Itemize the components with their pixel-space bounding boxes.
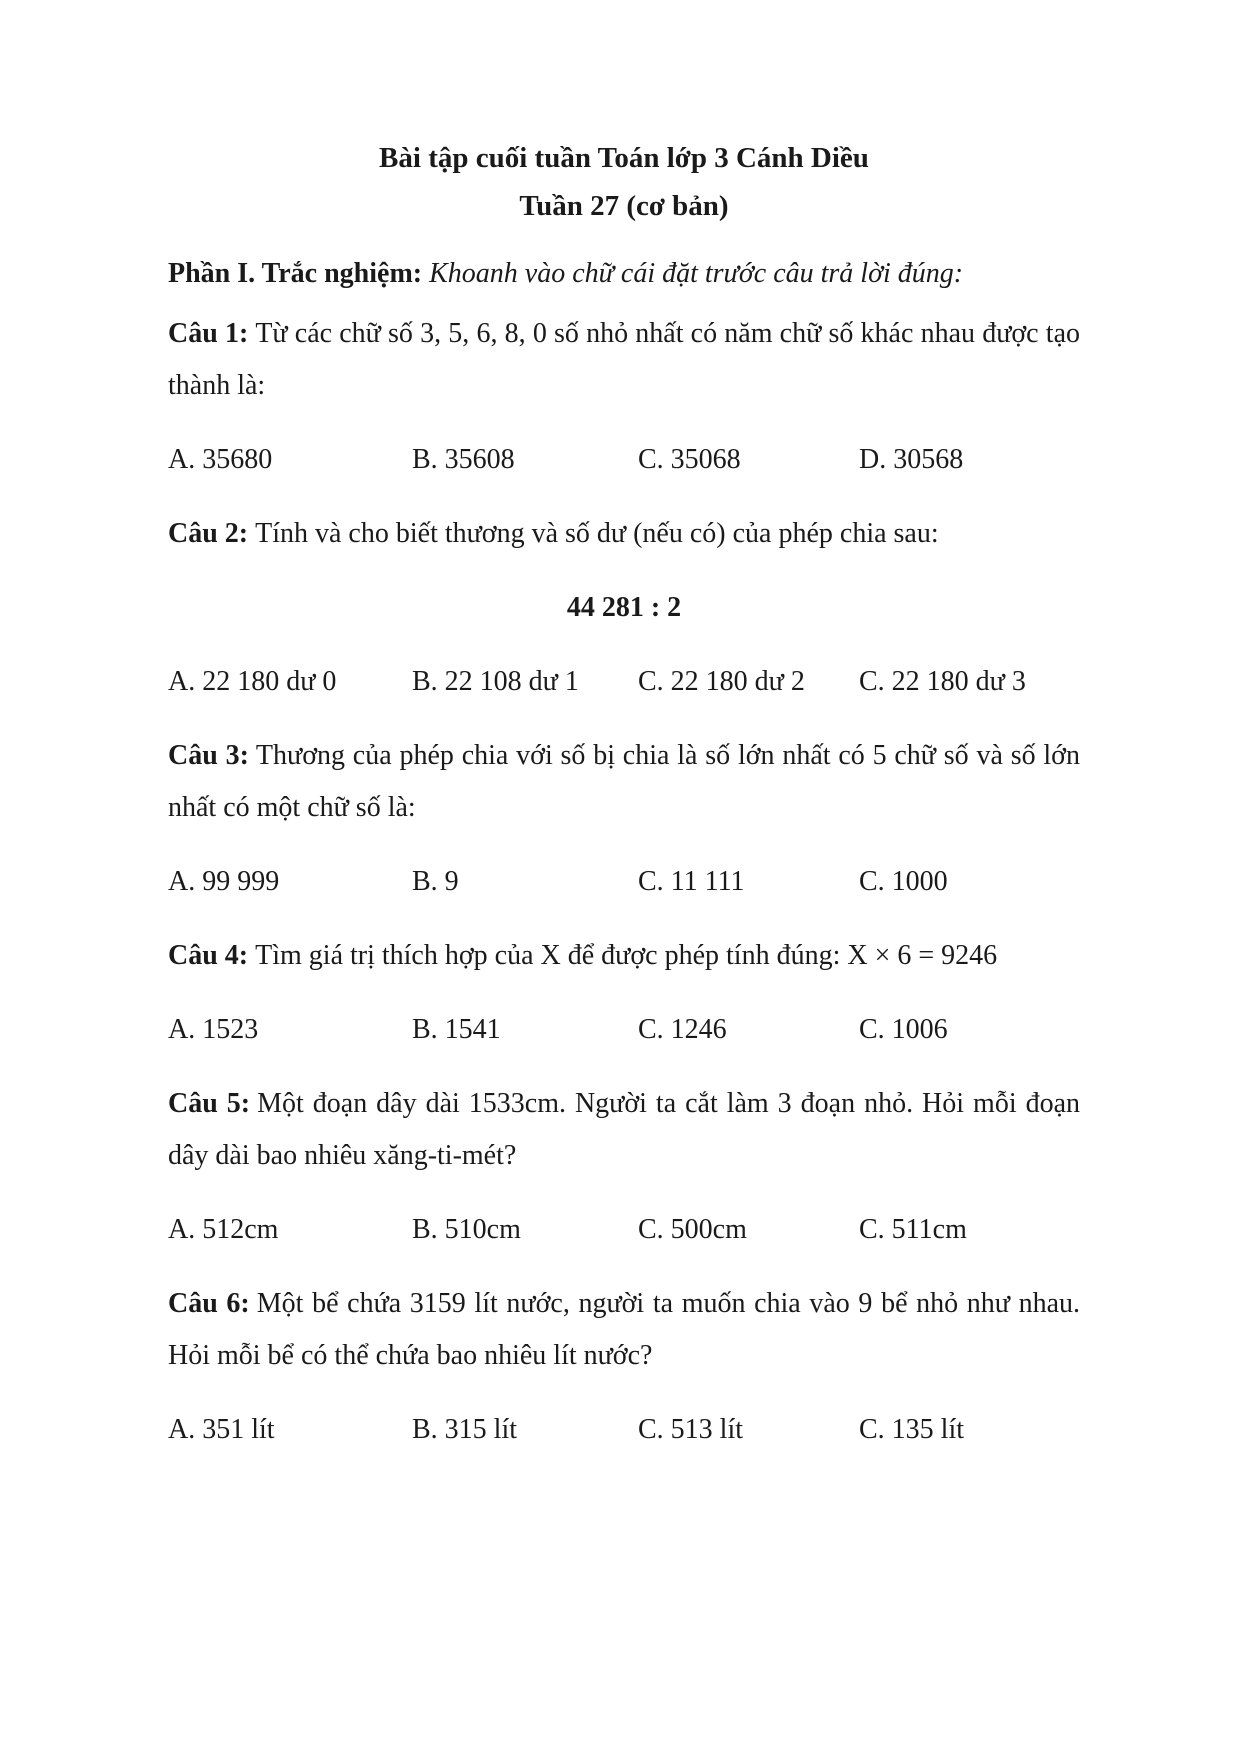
answer-option: B. 510cm [412, 1214, 521, 1245]
options-row [168, 1004, 1080, 1056]
section-heading [168, 248, 1080, 300]
answer-option: C. 511cm [859, 1214, 967, 1245]
answer-option: B. 35608 [412, 444, 515, 475]
question-text [168, 508, 1080, 560]
answer-option: C. 11 111 [638, 866, 745, 897]
question-label: Câu 1: [168, 318, 249, 349]
question-block [168, 930, 1080, 1056]
answer-option: C. 500cm [638, 1214, 747, 1245]
question-label: Câu 4: [168, 940, 249, 971]
answer-option: A. 35680 [168, 444, 273, 475]
answer-option: C. 1000 [859, 866, 948, 897]
answer-option: C. 22 180 dư 2 [638, 666, 805, 697]
answer-option: B. 315 lít [412, 1414, 518, 1445]
question-body: Tính và cho biết thương và số dư (nếu có) của phép chia sau: [255, 518, 939, 549]
answer-option: C. 22 180 dư 3 [859, 666, 1026, 697]
question-block [168, 308, 1080, 486]
answer-option: A. 99 999 [168, 866, 280, 897]
question-block [168, 1278, 1080, 1456]
question-body: Một bể chứa 3159 lít nước, người ta muốn chia vào 9 bể nhỏ như nhau. Hỏi mỗi bể có thể chứa bao nhiêu lít nước? [168, 1288, 1080, 1371]
question-text [168, 730, 1080, 834]
question-label: Câu 6: [168, 1288, 250, 1319]
worksheet-content [168, 136, 1080, 1456]
question-block [168, 508, 1080, 708]
question-label: Câu 5: [168, 1088, 251, 1119]
answer-option: A. 1523 [168, 1014, 259, 1045]
question-list [168, 308, 1080, 1456]
section-instruction: Khoanh vào chữ cái đặt trước câu trả lời đúng: [429, 258, 964, 289]
answer-option: C. 1006 [859, 1014, 948, 1045]
options-row [168, 434, 1080, 486]
section-label: Phần I. Trắc nghiệm: [168, 258, 423, 289]
question-body: Từ các chữ số 3, 5, 6, 8, 0 số nhỏ nhất có năm chữ số khác nhau được tạo thành là: [168, 318, 1081, 401]
answer-option: B. 22 108 dư 1 [412, 666, 579, 697]
options-row [168, 1204, 1080, 1256]
answer-option: C. 1246 [638, 1014, 727, 1045]
question-body: Thương của phép chia với số bị chia là số lớn nhất có 5 chữ số và số lớn nhất có một chữ số là: [168, 740, 1080, 823]
question-body: Một đoạn dây dài 1533cm. Người ta cắt làm 3 đoạn nhỏ. Hỏi mỗi đoạn dây dài bao nhiêu xăng-ti-mét? [168, 1088, 1081, 1171]
question-block [168, 1078, 1080, 1256]
question-label: Câu 3: [168, 740, 249, 771]
answer-option: B. 9 [412, 866, 459, 897]
question-body: Tìm giá trị thích hợp của X để được phép tính đúng: X × 6 = 9246 [255, 940, 998, 971]
options-row [168, 1404, 1080, 1456]
answer-option: C. 135 lít [859, 1414, 965, 1445]
answer-option: D. 30568 [859, 444, 964, 475]
question-block [168, 730, 1080, 908]
answer-option: C. 35068 [638, 444, 741, 475]
question-text [168, 1078, 1080, 1182]
question-text [168, 930, 1080, 982]
answer-option: C. 513 lít [638, 1414, 744, 1445]
question-label: Câu 2: [168, 518, 249, 549]
options-row [168, 656, 1080, 708]
answer-option: A. 22 180 dư 0 [168, 666, 337, 697]
question-text [168, 1278, 1080, 1382]
worksheet-title: Bài tập cuối tuần Toán lớp 3 Cánh Diều [379, 142, 869, 174]
options-row [168, 856, 1080, 908]
answer-option: A. 512cm [168, 1214, 279, 1245]
worksheet-subtitle: Tuần 27 (cơ bản) [519, 190, 729, 222]
answer-option: A. 351 lít [168, 1414, 275, 1445]
question-expression: 44 281 : 2 [566, 592, 682, 623]
question-text [168, 308, 1080, 412]
answer-option: B. 1541 [412, 1014, 501, 1045]
